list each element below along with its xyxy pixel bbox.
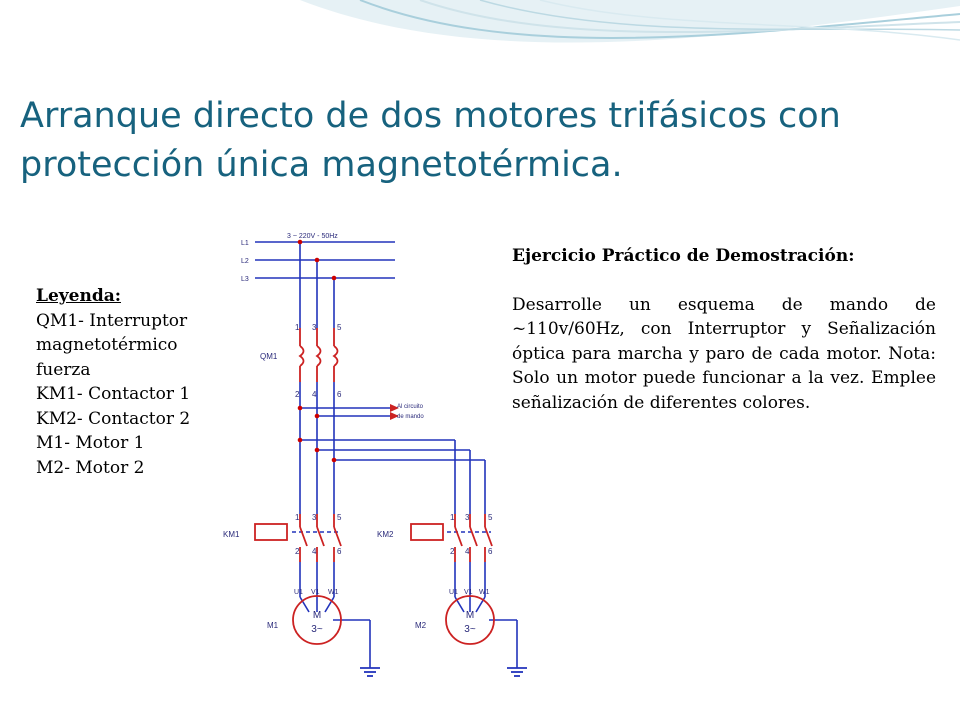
terminal-label: 2 [450,547,455,556]
terminal-label: 3 [312,323,317,332]
terminal-label: 2 [295,390,300,399]
exercise-box [512,244,936,415]
terminal-label: 1 [295,513,300,522]
junction-node [298,438,303,443]
line-label: L2 [241,258,249,265]
terminal-label: 3 [465,513,470,522]
motor-m1-label: M1 [267,621,279,630]
motor-terminal-label: U1 [449,589,458,596]
terminal-label: 5 [337,323,342,332]
terminal-label: 4 [465,547,470,556]
exercise-body: Desarrolle un esquema de mando de ~110v/60Hz, con Interruptor y Señalización óptica para marcha y paro de cada motor. Nota: Solo un motor puede funcionar a la vez. Emplee señalización de diferentes colores. [512,294,936,413]
control-note: de mando [397,414,424,420]
line-label: L3 [241,276,249,283]
terminal-label: 6 [337,390,342,399]
terminal-label: 5 [337,513,342,522]
junction-node [315,414,320,419]
junction-node [315,448,320,453]
junction-node [315,258,320,263]
exercise-heading: Ejercicio Práctico de Demostración: [512,246,855,266]
terminal-label: 6 [337,547,342,556]
legend-item: magnetotérmico [36,335,178,355]
header-wave-decoration [0,0,960,90]
terminal-label: 2 [295,547,300,556]
terminal-label: 1 [450,513,455,522]
motor-terminal-label: V1 [464,589,473,596]
junction-node [298,406,303,411]
motor-terminal-label: V1 [311,589,320,596]
supply-label: 3 ~ 220V - 50Hz [287,233,338,240]
circuit-svg [215,222,535,680]
motor-symbol: M [312,610,322,621]
line-label: L1 [241,240,249,247]
contactor-km2-label: KM2 [377,530,394,539]
legend-item: KM2- Contactor 2 [36,408,191,429]
terminal-label: 5 [488,513,493,522]
earth-symbols [360,668,527,676]
terminal-label: 4 [312,547,317,556]
motor-terminal-label: U1 [294,589,303,596]
legend [36,284,216,480]
junction-node [332,458,337,463]
legend-heading: Leyenda: [36,286,121,306]
junction-node [298,240,303,245]
motor-symbol: M [465,610,475,621]
contactor-km1-label: KM1 [223,530,240,539]
legend-item: M1- Motor 1 [36,433,145,453]
motor-terminal-label: W1 [479,589,490,596]
legend-item: fuerza [36,359,91,380]
junction-node [332,276,337,281]
legend-item: QM1- Interruptor [36,310,188,331]
motor-terminal-label: W1 [328,589,339,596]
motor-phase: 3~ [464,624,476,635]
motor-phase: 3~ [311,624,323,635]
terminal-label: 4 [312,390,317,399]
circuit-diagram [215,222,535,680]
terminal-label: 6 [488,547,493,556]
breaker-label: QM1 [260,352,278,361]
terminal-label: 3 [312,513,317,522]
breaker-qm1 [300,328,338,382]
legend-item: KM1- Contactor 1 [36,384,191,404]
power-wires [255,242,517,668]
slide-title: Arranque directo de dos motores trifásicos con protección única magnetotérmica. [20,96,841,185]
terminal-label: 1 [295,323,300,332]
control-note: Al circuito [397,404,424,410]
legend-item: M2- Motor 2 [36,457,145,478]
motor-m2-label: M2 [415,621,427,630]
